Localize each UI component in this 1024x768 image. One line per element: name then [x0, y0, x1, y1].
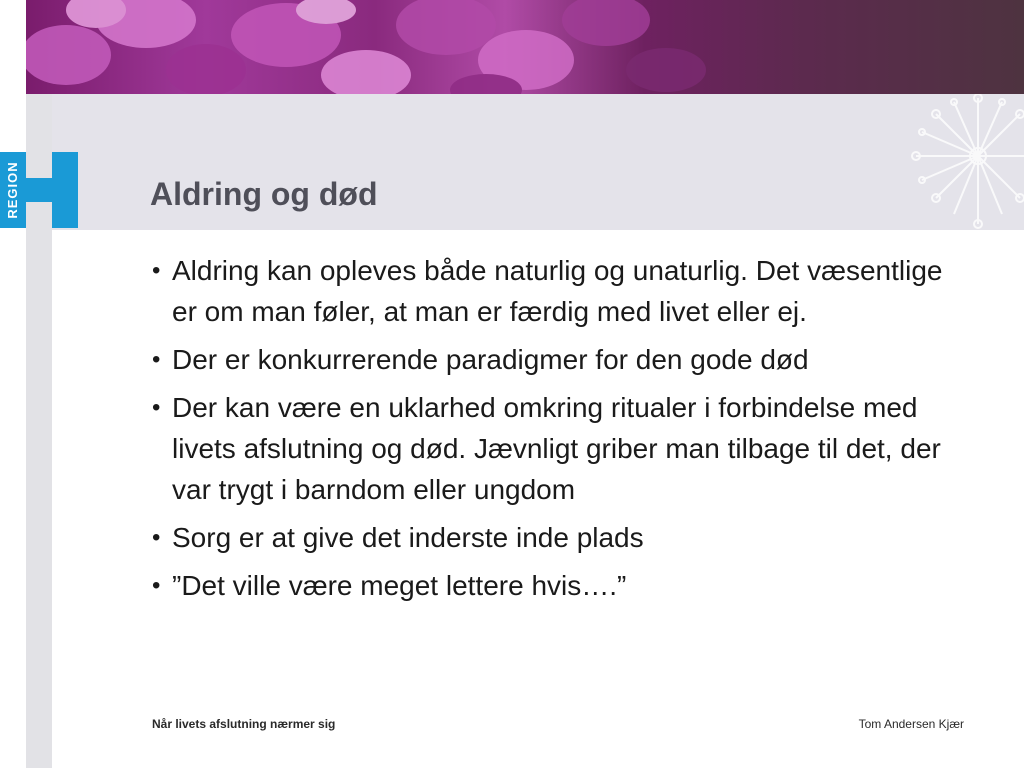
bullet-dot: • — [152, 257, 161, 284]
footer-presentation-title: Når livets afslutning nærmer sig — [152, 717, 336, 731]
bullet-item — [148, 250, 968, 332]
bullet-text: Der kan være en uklarhed omkring ritualer i forbindelse med livets afslutning og død. Jævnligt griber man tilbage til det, der var trygt i barndom eller ungdom — [172, 392, 941, 505]
lilac-photo-banner — [26, 0, 1024, 94]
bullet-text: Aldring kan opleves både naturlig og unaturlig. Det væsentlige er om man føler, at man er færdig med livet eller ej. — [172, 255, 943, 327]
bullet-text: Sorg er at give det inderste inde plads — [172, 522, 644, 553]
footer-author: Tom Andersen Kjær — [858, 717, 964, 731]
bullet-dot: • — [152, 572, 161, 599]
bullet-item — [148, 387, 968, 510]
bullet-list — [148, 250, 968, 613]
bullet-item — [148, 339, 968, 380]
bullet-item — [148, 517, 968, 558]
bullet-dot: • — [152, 394, 161, 421]
bullet-text: Der er konkurrerende paradigmer for den gode død — [172, 344, 809, 375]
bullet-text: ”Det ville være meget lettere hvis….” — [172, 570, 627, 601]
left-margin — [0, 0, 26, 768]
left-grey-strip — [26, 0, 52, 768]
bullet-item — [148, 565, 968, 606]
bullet-dot: • — [152, 524, 161, 551]
slide-title: Aldring og død — [150, 176, 378, 212]
bullet-dot: • — [152, 346, 161, 373]
dandelion-graphic — [896, 94, 1024, 230]
region-logo-text: REGION — [5, 161, 20, 219]
